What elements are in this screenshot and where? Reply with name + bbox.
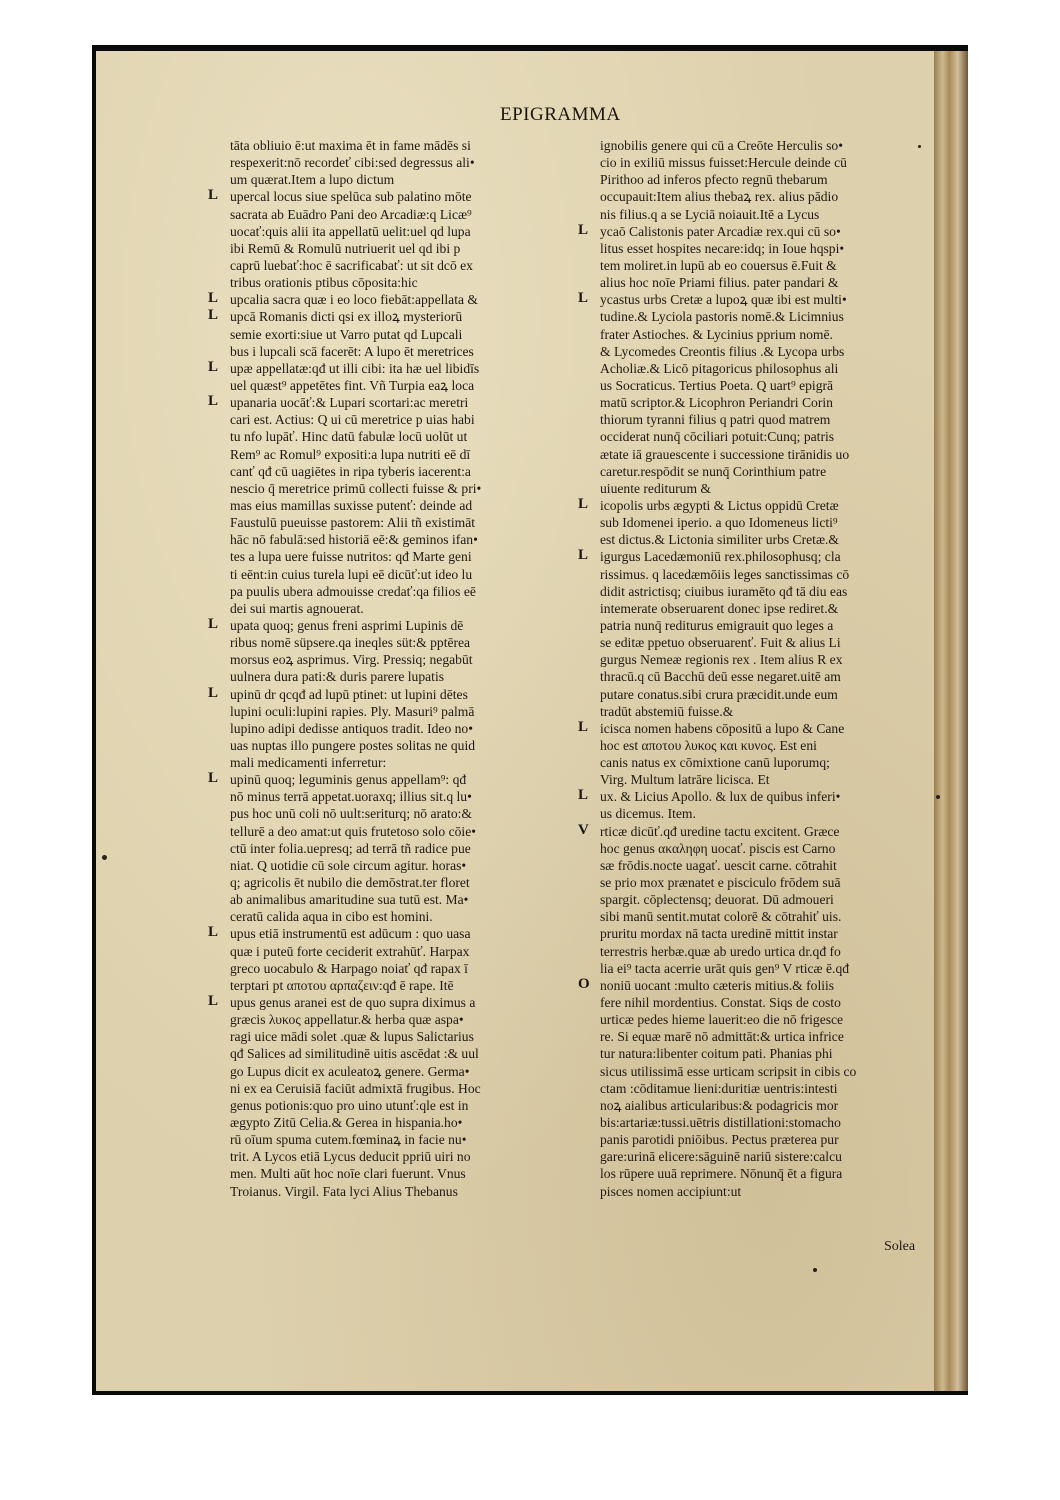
text-line — [600, 394, 930, 411]
line-text: gurgus Nemeæ regionis rex . Item alius R ex — [600, 652, 843, 668]
line-text: icopolis urbs ægypti & Lictus oppidū Cretæ — [600, 497, 839, 513]
text-line — [600, 617, 930, 634]
line-text: hāc nō fabulā:sed historiā eē:& geminos ifan• — [230, 532, 478, 548]
initial-letter: O — [578, 975, 590, 992]
text-line — [208, 307, 560, 325]
line-text: ti eēnt:in cuius turela lupi eē dicūť:ut ideo lu — [230, 566, 473, 582]
line-text: terrestris herbæ.quæ ab uredo urtica dr.qđ fo — [600, 943, 841, 959]
line-text: sacrata ab Euādro Pani deo Arcadiæ:q Licæ⁹ — [230, 206, 472, 222]
text-line — [600, 240, 930, 257]
line-text: sicus utilissimā esse urticam scripsit in cibis co — [600, 1063, 857, 1079]
text-line — [578, 787, 930, 805]
line-text: caretur.respōdit se nunq̄ Corinthium patre — [600, 463, 827, 479]
initial-letter: L — [578, 718, 589, 735]
text-line — [600, 1080, 930, 1097]
text-line — [230, 977, 560, 994]
line-text: noꝝ aialibus articularibus:& podagricis mor — [600, 1097, 839, 1113]
initial-letter: L — [208, 307, 219, 324]
text-line — [578, 821, 930, 840]
line-text: bis:artariæ:tussi.uētris distillationi:stomacho — [600, 1115, 841, 1131]
line-text: ribus nomē süpsere.qa ineqles süt:& pptērea — [230, 635, 471, 651]
line-text: ycaō Calistonis pater Arcadiæ rex.qui cū so• — [600, 223, 841, 239]
text-line — [230, 583, 560, 600]
text-line — [230, 171, 560, 188]
text-line — [230, 274, 560, 291]
ink-speck — [813, 1268, 817, 1272]
text-line — [600, 154, 930, 171]
line-text: nescio q̄ meretrice primū collecti fuisse & pri• — [230, 480, 482, 496]
text-line — [578, 495, 930, 514]
text-line — [600, 1183, 930, 1200]
line-text: mas eius mamillas suxisse putenť: deinde ad — [230, 497, 473, 513]
line-text: ægypto Zitū Celia.& Gerea in hispania.ho• — [230, 1115, 463, 1131]
text-line — [230, 1080, 560, 1097]
line-text: ux. & Licius Apollo. & lux de quibus inferi• — [600, 789, 841, 805]
text-line — [600, 805, 930, 822]
text-line — [600, 446, 930, 463]
ink-speck — [918, 145, 921, 148]
line-text: frater Astioches. & Lycinius pprium nomē. — [600, 326, 833, 342]
line-text: dei sui martis agnouerat. — [230, 600, 364, 616]
text-line — [230, 531, 560, 548]
text-line — [230, 891, 560, 908]
line-text: matū scriptor.& Licophron Periandri Corin — [600, 395, 833, 411]
initial-letter: L — [578, 787, 589, 804]
text-line — [600, 634, 930, 651]
text-line — [600, 1063, 930, 1080]
line-text: upinū dr qcqđ ad lupū ptinet: ut lupini dētes — [230, 686, 468, 702]
text-line — [600, 480, 930, 497]
line-text: respexerit:nō recordeť cibi:sed degressus ali• — [230, 155, 475, 171]
line-text: lupino adipi dedisse antiquos tradit. Ideo no• — [230, 720, 473, 736]
text-line — [600, 1097, 930, 1114]
line-text: Rem⁹ ac Romul⁹ expositi:a lupa nutriti eē dī — [230, 446, 471, 462]
line-text: uocať:quis alii ita appellatū uelit:uel qd lupa — [230, 223, 471, 239]
left-text-column — [208, 137, 560, 1200]
text-line — [230, 480, 560, 497]
initial-letter: L — [208, 358, 219, 375]
text-line — [230, 548, 560, 565]
line-text: icisca nomen habens cōpositū a lupo & Cane — [600, 720, 845, 736]
line-text: intemerate obseruarent donec ipse rediret.& — [600, 600, 839, 616]
text-line — [208, 290, 560, 308]
text-line — [600, 703, 930, 720]
line-text: pisces nomen accipiunt:ut — [600, 1183, 742, 1199]
line-text: us dicemus. Item. — [600, 806, 696, 822]
line-text: ctū inter folia.uepresq; ad terrā tñ radice pue — [230, 840, 471, 856]
text-line — [600, 257, 930, 274]
line-text: cari est. Actius: Q ui cū meretrice p uias habi — [230, 412, 475, 428]
line-text: pruritu mordax nā tacta uredinē mittit instar — [600, 926, 838, 942]
text-line — [230, 720, 560, 737]
text-line — [600, 514, 930, 531]
line-text: upata quoq; genus freni asprimi Lupinis dē — [230, 617, 464, 633]
text-line — [230, 223, 560, 240]
ink-speck — [936, 795, 940, 799]
text-line — [230, 857, 560, 874]
line-text: hoc genus ακαληφη uocať. piscis est Carno — [600, 840, 836, 856]
line-text: ætate iā grauescente i successione tirānidis uo — [600, 446, 850, 462]
text-line — [600, 925, 930, 942]
text-line — [230, 737, 560, 754]
line-text: putare conatus.sibi crura præcidit.unde eum — [600, 686, 838, 702]
line-text: mali medicamenti inferretur: — [230, 755, 387, 771]
line-text: tu nfo lupāť. Hinc datū fabulæ locū uolūt ut — [230, 429, 468, 445]
text-line — [230, 788, 560, 805]
line-text: tāta obliuio ē:ut maxima ēt in fame mādēs si — [230, 138, 471, 153]
text-line — [230, 960, 560, 977]
line-text: lupini oculi:lupini rapies. Ply. Masuri⁹ palmā — [230, 703, 475, 719]
line-text: thracū.q cū Bacchū deū esse negaret.uitē am — [600, 669, 841, 685]
text-line — [230, 1063, 560, 1080]
line-text: us Socraticus. Tertius Poeta. Q uart⁹ epigrā — [600, 377, 834, 393]
text-line — [230, 1131, 560, 1148]
text-line — [230, 823, 560, 840]
line-text: ab animalibus amaritudine sua tutū est. Ma• — [230, 892, 469, 908]
text-line — [600, 531, 930, 548]
line-text: upercal locus siue spelūca sub palatino mōte — [230, 189, 472, 205]
text-line — [230, 651, 560, 668]
text-line — [578, 718, 930, 737]
line-text: tellurē a deo amat:ut quis frutetoso solo cōie• — [230, 823, 476, 839]
line-text: uas nuptas illo pungere postes solitas ne quid — [230, 737, 476, 753]
text-line — [230, 943, 560, 960]
text-line — [600, 600, 930, 617]
text-line — [600, 1028, 930, 1045]
line-text: upcā Romanis dicti qsi ex illoꝝ mysteriorū — [230, 309, 463, 325]
text-line — [600, 1131, 930, 1148]
line-text: men. Multi aūt hoc noīe clari fuerunt. Vnus — [230, 1166, 466, 1182]
text-line — [600, 583, 930, 600]
text-line — [230, 840, 560, 857]
text-line — [600, 908, 930, 925]
line-text: rticæ dicūť.qđ uredine tactu excitent. Græce — [600, 823, 840, 839]
initial-letter: L — [208, 615, 219, 632]
line-text: greco uocabulo & Harpago noiať qđ rapax ī — [230, 960, 468, 976]
line-text: los rūpere uuā reprimere. Nōnunq̄ ēt a figura — [600, 1166, 843, 1182]
text-line — [578, 221, 930, 240]
line-text: go Lupus dicit ex aculeatoꝝ genere. Germa• — [230, 1063, 470, 1079]
line-text: occupauit:Item alius thebaꝝ rex. alius pādio — [600, 189, 839, 205]
line-text: canis natus ex cōmixtione canū luporumq; — [600, 755, 830, 771]
line-text: sæ frōdis.nocte uagať. uescit carne. cōtrahit — [600, 857, 837, 873]
line-text: ibi Remū & Romulū nutriuerit uel qd ibi p — [230, 240, 461, 256]
line-text: occiderat nunq̄ cōciliari potuit:Cunq; patris — [600, 429, 835, 445]
text-line — [600, 754, 930, 771]
line-text: græcis λυκος appellatur.& herba quæ aspa• — [230, 1012, 464, 1028]
text-line — [600, 566, 930, 583]
text-line — [230, 1183, 560, 1200]
line-text: alius hoc noīe Priami filius. pater pandari & — [600, 275, 839, 291]
text-line — [230, 1011, 560, 1028]
initial-letter: L — [208, 993, 219, 1010]
line-text: pus hoc unū coli nō uult:seriturq; nō arato:& — [230, 806, 473, 822]
text-line — [230, 326, 560, 343]
text-line — [600, 1165, 930, 1182]
line-text: thiorum tyranni filius q patri quod matrem — [600, 412, 831, 428]
text-line — [600, 874, 930, 891]
line-text: cio in exiliū missus fuisset:Hercule deinde cū — [600, 155, 847, 171]
text-line — [230, 754, 560, 771]
line-text: sub Idomenei iperio. a quo Idomeneus licti⁹ — [600, 515, 838, 531]
text-line — [208, 358, 560, 377]
line-text: quæ i puteū forte ceciderit extrahūť. Harpax — [230, 943, 470, 959]
text-line — [208, 770, 560, 788]
line-text: se editæ ppetuo obseruarenť. Fuit & alius Li — [600, 635, 841, 651]
line-text: upus genus aranei est de quo supra diximus a — [230, 995, 476, 1011]
line-text: ycastus urbs Cretæ a lupoꝝ quæ ibi est multi• — [600, 292, 847, 308]
text-line — [230, 1028, 560, 1045]
initial-letter: L — [208, 924, 219, 941]
right-text-column — [578, 137, 930, 1200]
line-text: trit. A Lycos etiā Lycus deducit ppriū uiri no — [230, 1149, 471, 1165]
text-line — [230, 377, 560, 394]
text-line — [600, 960, 930, 977]
line-text: semie exorti:siue ut Varro putat qd Lupcali — [230, 326, 463, 342]
text-line — [600, 668, 930, 685]
text-line — [230, 257, 560, 274]
text-line — [600, 360, 930, 377]
line-text: ignobilis genere qui cū a Creōte Herculis so• — [600, 138, 843, 153]
text-line — [230, 634, 560, 651]
line-text: tem moliret.in lupū ab eo couersus ē.Fuit & — [600, 257, 837, 273]
text-line — [230, 1045, 560, 1062]
line-text: tradūt abstemiū fuisse.& — [600, 703, 734, 719]
initial-letter: L — [578, 290, 589, 307]
line-text: upæ appellatæ:qđ ut illi cibi: ita hæ uel libidīs — [230, 360, 480, 376]
line-text: est dictus.& Lictonia similiter urbs Cretæ.& — [600, 532, 839, 548]
line-text: bus i lupcali scā facerēt: A lupo ēt meretrices — [230, 343, 474, 359]
text-line — [600, 1045, 930, 1062]
line-text: ragi uice mādi solet .quæ & lupus Salictarius — [230, 1029, 474, 1045]
initial-letter: L — [208, 684, 219, 701]
text-line — [600, 891, 930, 908]
text-line — [600, 326, 930, 343]
text-line — [230, 497, 560, 514]
text-line — [600, 274, 930, 291]
initial-letter: V — [578, 821, 589, 838]
running-head: EPIGRAMMA — [500, 104, 621, 125]
initial-letter: L — [578, 221, 589, 238]
line-text: upinū quoq; leguminis genus appellam⁹: qđ — [230, 772, 467, 788]
text-line — [600, 1148, 930, 1165]
text-line — [230, 343, 560, 360]
line-text: panis parotidi pniōibus. Pectus præterea pur — [600, 1132, 839, 1148]
text-line — [230, 428, 560, 445]
text-line — [230, 514, 560, 531]
text-line — [578, 547, 930, 565]
text-line — [230, 154, 560, 171]
line-text: qđ Salices ad similitudinē uitis ascēdat :& uul — [230, 1046, 479, 1062]
text-line — [208, 993, 560, 1011]
text-line — [230, 908, 560, 925]
line-text: upanaria uocāť:& Lupari scortari:ac meretri — [230, 395, 469, 411]
text-line — [230, 566, 560, 583]
text-line — [600, 377, 930, 394]
line-text: tudine.& Lyciola pastoris nomē.& Licimnius — [600, 309, 844, 325]
text-line — [230, 1097, 560, 1114]
text-line — [230, 1114, 560, 1131]
initial-letter: L — [208, 290, 219, 307]
line-text: q; agricolis ēt nubilo die demōstrat.ter floret — [230, 875, 470, 891]
text-line — [600, 651, 930, 668]
text-line — [600, 943, 930, 960]
line-text: tur natura:libenter coitum pati. Phanias phi — [600, 1046, 833, 1062]
text-line — [230, 668, 560, 685]
text-line — [600, 1011, 930, 1028]
line-text: sibi manū sentit.mutat colorē & cōtrahiť uis. — [600, 909, 842, 925]
text-line — [230, 240, 560, 257]
line-text: fere nihil mordentius. Constat. Siqs de costo — [600, 995, 841, 1011]
line-text: genus potionis:quo pro uino utunť:qle est in — [230, 1097, 469, 1113]
line-text: spargit. cōplectensq; deuorat. Dū admoueri — [600, 892, 834, 908]
line-text: Troianus. Virgil. Fata lyci Alius Thebanus — [230, 1183, 458, 1199]
line-text: se prio mox prænatet e pisciculo frōdem suā — [600, 875, 841, 891]
initial-letter: L — [208, 770, 219, 787]
line-text: Virg. Multum latrāre licisca. Et — [600, 772, 770, 788]
text-line — [600, 171, 930, 188]
line-text: & Lycomedes Creontis filius .& Lycopa urbs — [600, 343, 845, 359]
initial-letter: L — [578, 547, 589, 564]
text-line — [600, 188, 930, 205]
text-line — [230, 446, 560, 463]
line-text: noniū uocant :multo cæteris mitius.& foliis — [600, 977, 835, 993]
text-line — [230, 874, 560, 891]
line-text: Acholiæ.& Licō pitagoricus philosophus ali — [600, 360, 839, 376]
line-text: igurgus Lacedæmoniū rex.philosophusq; cla — [600, 549, 841, 565]
line-text: Faustulū pueuisse pastorem: Alii tñ existimāt — [230, 515, 476, 531]
line-text: ctam :cōditamue lieni:duritiæ uentris:intesti — [600, 1080, 838, 1096]
text-line — [600, 308, 930, 325]
line-text: rissimus. q lacedæmōiis leges sanctissimas cō — [600, 566, 850, 582]
line-text: ni ex ea Ceruisiā faciūt admixtā frugibus. Hoc — [230, 1080, 481, 1096]
line-text: canť qđ cū uagiētes in ripa tyberis iacerent:a — [230, 463, 471, 479]
line-text: caprū luebať:hoc ē sacrificabať: ut sit dcō ex — [230, 257, 473, 273]
line-text: gare:urinā elicere:sāguinē nariū sistere:calcu — [600, 1149, 842, 1165]
line-text: tribus orationis ptibus cōposita:hic — [230, 275, 418, 291]
line-text: morsus eoꝝ asprimus. Virg. Pressiq; negabūt — [230, 652, 473, 668]
text-line — [230, 600, 560, 617]
line-text: uiuente rediturum & — [600, 480, 711, 496]
text-line — [230, 1165, 560, 1182]
text-line — [230, 206, 560, 223]
line-text: pa puulis ubera admouisse credať:qa filios eē — [230, 583, 476, 599]
line-text: didit astrictisq; ciuibus iuramēto qđ tā diu eas — [600, 583, 848, 599]
line-text: upus etiā instrumentū est adūcum : quo uasa — [230, 926, 471, 942]
ink-speck — [102, 855, 107, 860]
text-line — [600, 343, 930, 360]
text-line — [208, 924, 560, 942]
text-line — [600, 206, 930, 223]
text-line — [230, 137, 560, 154]
line-text: patria nunq̄ rediturus emigrauit quo leges a — [600, 617, 834, 633]
line-text: niat. Q uotidie cū sole circum agitur. horas• — [230, 857, 467, 873]
text-line — [600, 1114, 930, 1131]
text-line — [230, 1148, 560, 1165]
text-line — [600, 137, 930, 154]
text-line — [600, 411, 930, 428]
line-text: rū oīum spuma cutem.fœminaꝝ in facie nu• — [230, 1132, 467, 1148]
text-line — [208, 393, 560, 411]
text-line — [230, 805, 560, 822]
text-line — [600, 463, 930, 480]
text-line — [578, 975, 930, 994]
text-line — [600, 686, 930, 703]
text-line — [230, 411, 560, 428]
line-text: hoc est αποτου λυκος και κυνος. Est eni — [600, 737, 817, 753]
text-line — [230, 463, 560, 480]
line-text: litus esset hospites necare:idq; in Ioue hqspi• — [600, 240, 845, 256]
line-text: lia ei⁹ tacta acerrie urāt quis gen⁹ V rticæ ē.qđ — [600, 960, 850, 976]
line-text: nō minus terrā appetat.uoraxq; illius sit.q lu• — [230, 789, 472, 805]
initial-letter: L — [578, 495, 589, 512]
line-text: upcalia sacra quæ i eo loco fiebāt:appellata & — [230, 292, 478, 308]
page-fore-edge — [934, 51, 968, 1391]
text-line — [600, 428, 930, 445]
line-text: um quærat.Item a lupo dictum — [230, 172, 395, 188]
line-text: uel quæst⁹ appetētes fint. Vñ Turpia eaꝝ loca — [230, 377, 475, 393]
text-line — [600, 840, 930, 857]
catchword: Solea — [884, 1239, 916, 1254]
text-line — [208, 187, 560, 205]
line-text: tes a lupa uere fuisse nutritos: qđ Marte geni — [230, 549, 472, 565]
line-text: re. Si equæ marē nō admittāt:& urtica infrice — [600, 1029, 844, 1045]
text-line — [600, 737, 930, 754]
line-text: terptari pt αποτου αρπαζειν:qđ ē rape. Itē — [230, 977, 454, 993]
initial-letter: L — [208, 187, 219, 204]
text-line — [600, 771, 930, 788]
line-text: nis filius.q a se Lyciā noiauit.Itē a Lycus — [600, 206, 820, 222]
line-text: urticæ pedes hieme lauerit:eo die nō frigesce — [600, 1012, 844, 1028]
text-line — [600, 994, 930, 1011]
text-line — [600, 857, 930, 874]
line-text: ceratū calida aqua in cibo est homini. — [230, 909, 433, 925]
text-line — [208, 615, 560, 634]
text-line — [230, 703, 560, 720]
line-text: uulnera dura pati:& duris parere lupatis — [230, 669, 445, 685]
line-text: Pirithoo ad inferos pfecto regnū thebarum — [600, 172, 828, 188]
text-line — [578, 290, 930, 308]
text-line — [208, 684, 560, 703]
initial-letter: L — [208, 393, 219, 410]
